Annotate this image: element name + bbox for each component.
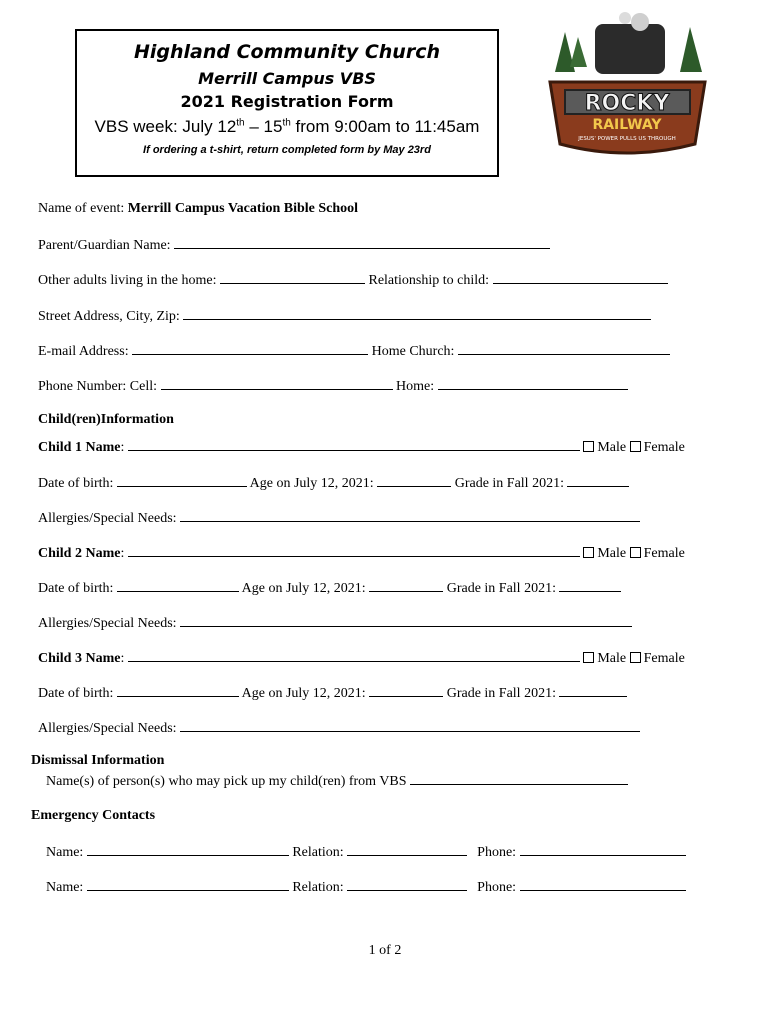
child-1-details-row <box>38 474 629 492</box>
tshirt-note: If ordering a t-shirt, return completed form by May 23rd <box>143 144 431 156</box>
emergency-name-label: Name: <box>46 880 87 895</box>
child-2-grade-field[interactable] <box>559 579 621 592</box>
allergies-label: Allergies/Special Needs: <box>38 511 181 526</box>
home-phone-label: Home: <box>392 379 438 394</box>
child-1-name-row: Child 1 Name: Male Female <box>38 440 685 455</box>
child-2-details-row <box>38 579 621 597</box>
logo-line1: ROCKY <box>584 91 670 116</box>
emergency-2-name-field[interactable] <box>87 878 289 891</box>
pickup-label: Name(s) of person(s) who may pick up my child(ren) from VBS <box>46 774 411 789</box>
child-3-name-label: Child 3 Name <box>38 651 121 666</box>
children-heading: Child(ren)Information <box>38 412 174 427</box>
event-row <box>38 201 358 217</box>
age-label: Age on July 12, 2021: <box>238 581 370 596</box>
emergency-1-phone-field[interactable] <box>520 843 686 856</box>
email-field[interactable] <box>132 342 368 355</box>
child-2-name-label: Child 2 Name <box>38 546 121 561</box>
child-3-details-row <box>38 684 627 702</box>
home-phone-field[interactable] <box>438 377 628 390</box>
relationship-label: Relationship to child: <box>364 273 493 288</box>
parent-name-field[interactable] <box>174 236 550 249</box>
campus-subtitle: Merrill Campus VBS <box>198 69 376 88</box>
address-row <box>38 307 651 325</box>
church-title: Highland Community Church <box>133 41 440 63</box>
cell-label: Phone Number: Cell: <box>38 379 161 394</box>
age-label: Age on July 12, 2021: <box>238 686 370 701</box>
pickup-row <box>46 772 628 790</box>
child-3-grade-field[interactable] <box>559 684 627 697</box>
emergency-name-label: Name: <box>46 845 87 860</box>
child-3-name-field[interactable] <box>128 649 580 662</box>
emergency-relation-label: Relation: <box>288 845 348 860</box>
other-adults-row <box>38 271 668 289</box>
grade-label: Grade in Fall 2021: <box>443 686 560 701</box>
child-2-name-field[interactable] <box>128 544 580 557</box>
relationship-field[interactable] <box>493 271 668 284</box>
emergency-row-2 <box>46 878 686 896</box>
allergies-label: Allergies/Special Needs: <box>38 721 181 736</box>
logo-line2: RAILWAY <box>592 117 662 133</box>
child-2-allergies-row <box>38 614 632 632</box>
male-checkbox[interactable] <box>583 547 594 558</box>
parent-row <box>38 236 550 254</box>
female-checkbox[interactable] <box>630 441 641 452</box>
child-1-name-label: Child 1 Name <box>38 440 121 455</box>
child-2-female-option[interactable]: Female <box>630 546 685 561</box>
emergency-row-1 <box>46 843 686 861</box>
email-label: E-mail Address: <box>38 344 133 359</box>
child-3-dob-field[interactable] <box>117 684 239 697</box>
event-value: Merrill Campus Vacation Bible School <box>127 201 359 216</box>
pickup-field[interactable] <box>410 772 628 785</box>
page-number: 1 of 2 <box>368 943 402 958</box>
emergency-phone-label: Phone: <box>477 845 520 860</box>
child-3-female-option[interactable]: Female <box>630 651 685 666</box>
emergency-2-phone-field[interactable] <box>520 878 686 891</box>
child-1-male-option[interactable]: Male <box>583 440 626 455</box>
other-adults-field[interactable] <box>220 271 365 284</box>
child-3-male-option[interactable]: Male <box>583 651 626 666</box>
form-title: 2021 Registration Form <box>180 92 394 111</box>
allergies-label: Allergies/Special Needs: <box>38 616 181 631</box>
emergency-2-relation-field[interactable] <box>347 878 467 891</box>
female-checkbox[interactable] <box>630 652 641 663</box>
child-1-allergies-row <box>38 509 640 527</box>
child-1-grade-field[interactable] <box>567 474 629 487</box>
rocky-railway-logo <box>545 12 710 162</box>
vbs-week: VBS week: July 12th – 15th from 9:00am to 11:45am <box>94 117 480 136</box>
parent-label: Parent/Guardian Name: <box>38 238 175 253</box>
home-church-field[interactable] <box>458 342 670 355</box>
child-2-male-option[interactable]: Male <box>583 546 626 561</box>
event-label: Name of event: <box>38 201 128 216</box>
child-1-allergies-field[interactable] <box>180 509 640 522</box>
dismissal-heading: Dismissal Information <box>31 753 165 768</box>
child-1-dob-field[interactable] <box>117 474 247 487</box>
grade-label: Grade in Fall 2021: <box>451 476 568 491</box>
child-1-age-field[interactable] <box>377 474 451 487</box>
header-box <box>75 29 499 177</box>
other-adults-label: Other adults living in the home: <box>38 273 220 288</box>
child-3-age-field[interactable] <box>369 684 443 697</box>
child-2-name-row: Child 2 Name: Male Female <box>38 546 685 561</box>
male-checkbox[interactable] <box>583 441 594 452</box>
emergency-relation-label: Relation: <box>288 880 348 895</box>
emergency-phone-label: Phone: <box>477 880 520 895</box>
email-row <box>38 342 670 360</box>
address-label: Street Address, City, Zip: <box>38 309 184 324</box>
dob-label: Date of birth: <box>38 581 117 596</box>
child-1-name-field[interactable] <box>128 438 580 451</box>
emergency-1-name-field[interactable] <box>87 843 289 856</box>
child-3-allergies-row <box>38 719 640 737</box>
child-2-dob-field[interactable] <box>117 579 239 592</box>
child-2-allergies-field[interactable] <box>180 614 632 627</box>
child-3-allergies-field[interactable] <box>180 719 640 732</box>
phone-row <box>38 377 628 395</box>
cell-phone-field[interactable] <box>161 377 393 390</box>
home-church-label: Home Church: <box>368 344 458 359</box>
dob-label: Date of birth: <box>38 686 117 701</box>
address-field[interactable] <box>183 307 651 320</box>
dob-label: Date of birth: <box>38 476 117 491</box>
child-2-age-field[interactable] <box>369 579 443 592</box>
grade-label: Grade in Fall 2021: <box>443 581 560 596</box>
emergency-1-relation-field[interactable] <box>347 843 467 856</box>
female-checkbox[interactable] <box>630 547 641 558</box>
male-checkbox[interactable] <box>583 652 594 663</box>
child-3-name-row: Child 3 Name: Male Female <box>38 651 685 666</box>
logo-tagline: JESUS' POWER PULLS US THROUGH <box>578 136 676 142</box>
age-label: Age on July 12, 2021: <box>246 476 378 491</box>
emergency-heading: Emergency Contacts <box>31 808 156 823</box>
child-1-female-option[interactable]: Female <box>630 440 685 455</box>
